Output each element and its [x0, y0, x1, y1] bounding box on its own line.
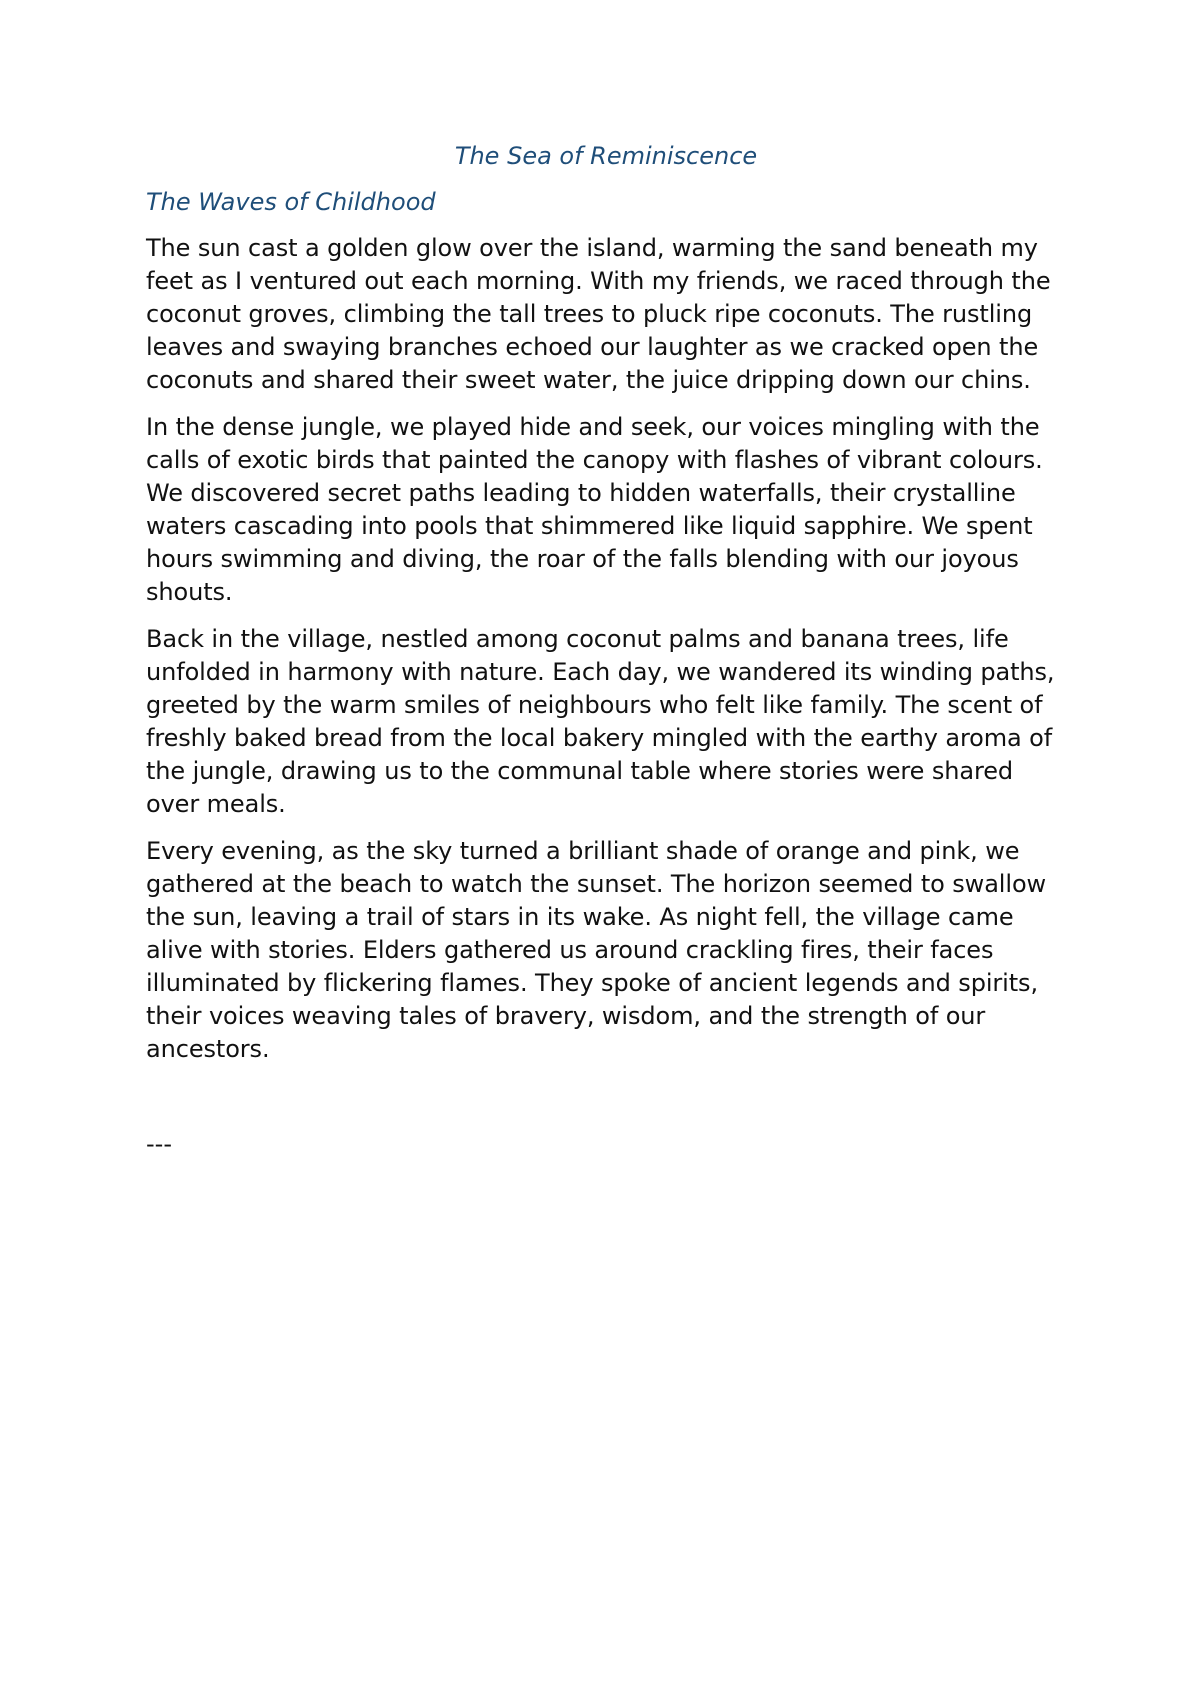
paragraph: Every evening, as the sky turned a brilliant shade of orange and pink, we gathered at the beach to watch the sunset. The horizon seemed to swallow the sun, leaving a trail of stars in its wake. As night fell, the village came alive with stories. Elders gathered us around crackling fires, their faces illuminated by flickering flames. They spoke of ancient legends and spirits, their voices weaving tales of bravery, wisdom, and the strength of our ancestors. — [146, 837, 1047, 1063]
section-heading: The Waves of Childhood — [146, 188, 436, 216]
document-title: The Sea of Reminiscence — [454, 142, 758, 170]
paragraph: Back in the village, nestled among coconut palms and banana trees, life unfolded in harmony with nature. Each day, we wandered its winding paths, greeted by the warm smiles of neighbours who felt like family. The scent of freshly baked bread from the local bakery mingled with the earthy aroma of the jungle, drawing us to the communal table where stories were shared over meals. — [146, 625, 1055, 818]
paragraph: The sun cast a golden glow over the island, warming the sand beneath my feet as I ventured out each morning. With my friends, we raced through the coconut groves, climbing the tall trees to pluck ripe coconuts. The rustling leaves and swaying branches echoed our laughter as we cracked open the coconuts and shared their sweet water, the juice dripping down our chins. — [146, 234, 1051, 394]
section-separator: --- — [146, 1130, 172, 1158]
paragraph: In the dense jungle, we played hide and seek, our voices mingling with the calls of exotic birds that painted the canopy with flashes of vibrant colours. We discovered secret paths leading to hidden waterfalls, their crystalline waters cascading into pools that shimmered like liquid sapphire. We spent hours swimming and diving, the roar of the falls blending with our joyous shouts. — [146, 413, 1043, 606]
document-body — [146, 140, 1066, 1161]
